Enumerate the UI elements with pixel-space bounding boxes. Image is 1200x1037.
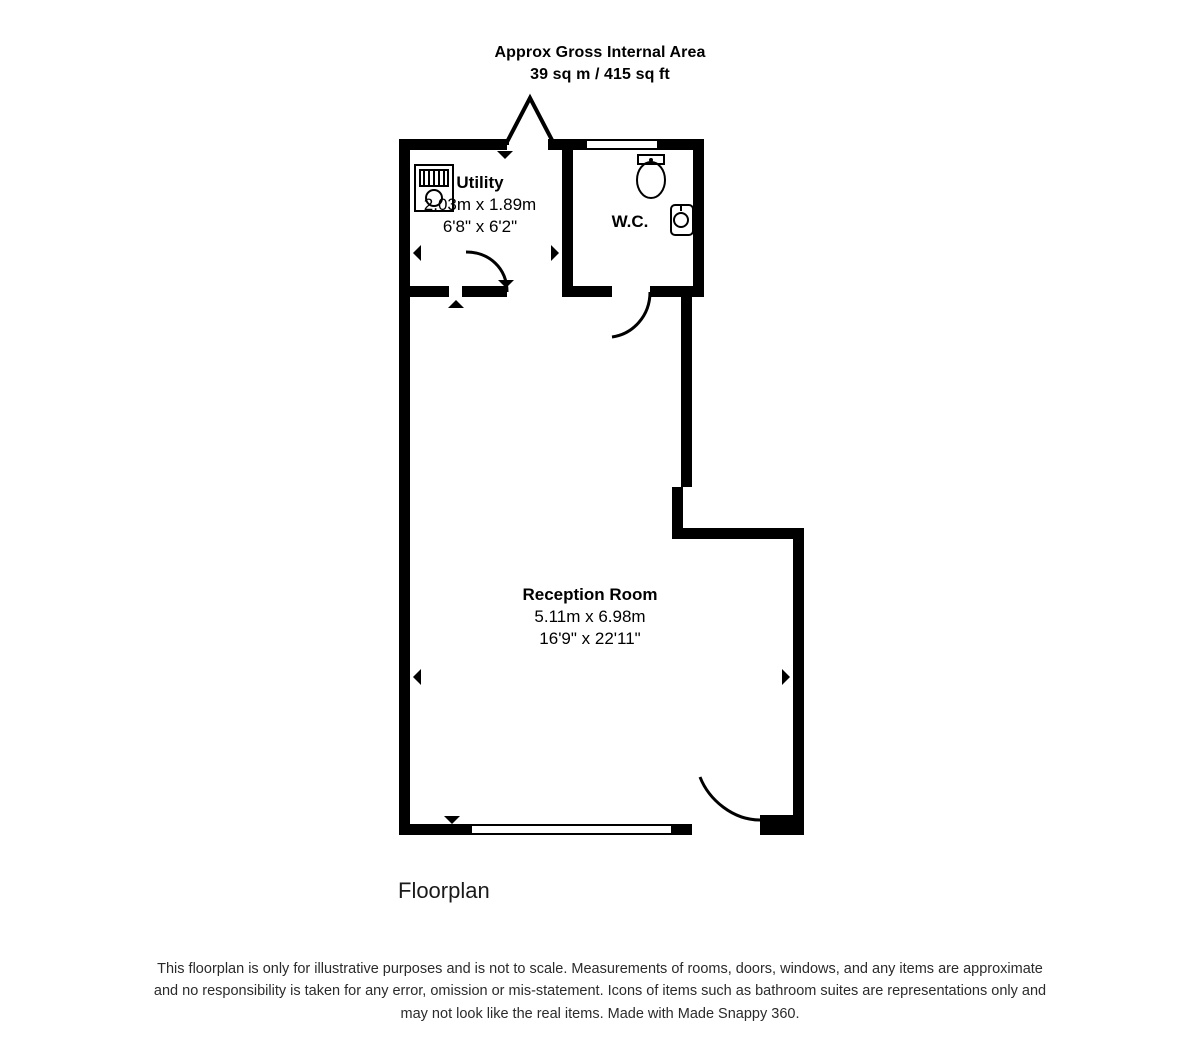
room-name: Reception Room [522, 585, 658, 604]
direction-arrow-icon [551, 245, 559, 261]
area-header-line-2: 39 sq m / 415 sq ft [530, 65, 670, 83]
direction-arrow-icon [444, 816, 460, 824]
room-dimension-metric: 2.03m x 1.89m [423, 195, 537, 215]
walls-group [399, 139, 804, 835]
disclaimer-line-3: may not look like the real items. Made with Made Snappy 360. [400, 1005, 800, 1022]
direction-arrow-icon [782, 669, 790, 685]
disclaimer-line-1: This floorplan is only for illustrative purposes and is not to scale. Measurements of rooms, doors, windows, and any items are approximate [157, 961, 1043, 977]
room-dimension-imperial: 16'9" x 22'11" [539, 629, 641, 649]
room-label-reception-room [460, 584, 720, 650]
area-header-line-1: Approx Gross Internal Area [494, 44, 706, 61]
direction-arrow-icon [413, 669, 421, 685]
disclaimer-text [0, 958, 1200, 1025]
disclaimer-line-2: and no responsibility is taken for any error, omission or mis-statement. Icons of items such as bathroom suites are representations only and [153, 983, 1047, 1000]
plan-title: Floorplan [398, 878, 490, 903]
direction-arrow-icon [448, 300, 464, 308]
direction-arrow-icon [497, 151, 513, 159]
room-label-wc [530, 211, 730, 233]
room-dimension-metric: 5.11m x 6.98m [534, 607, 646, 627]
room-dimension-imperial: 6'8" x 6'2" [442, 217, 518, 237]
toilet-icon [637, 155, 665, 198]
window-icon [471, 825, 672, 834]
direction-arrow-icon [413, 245, 421, 261]
room-name: W.C. [611, 212, 649, 231]
window-icon [586, 140, 658, 149]
room-name: Utility [456, 173, 504, 192]
